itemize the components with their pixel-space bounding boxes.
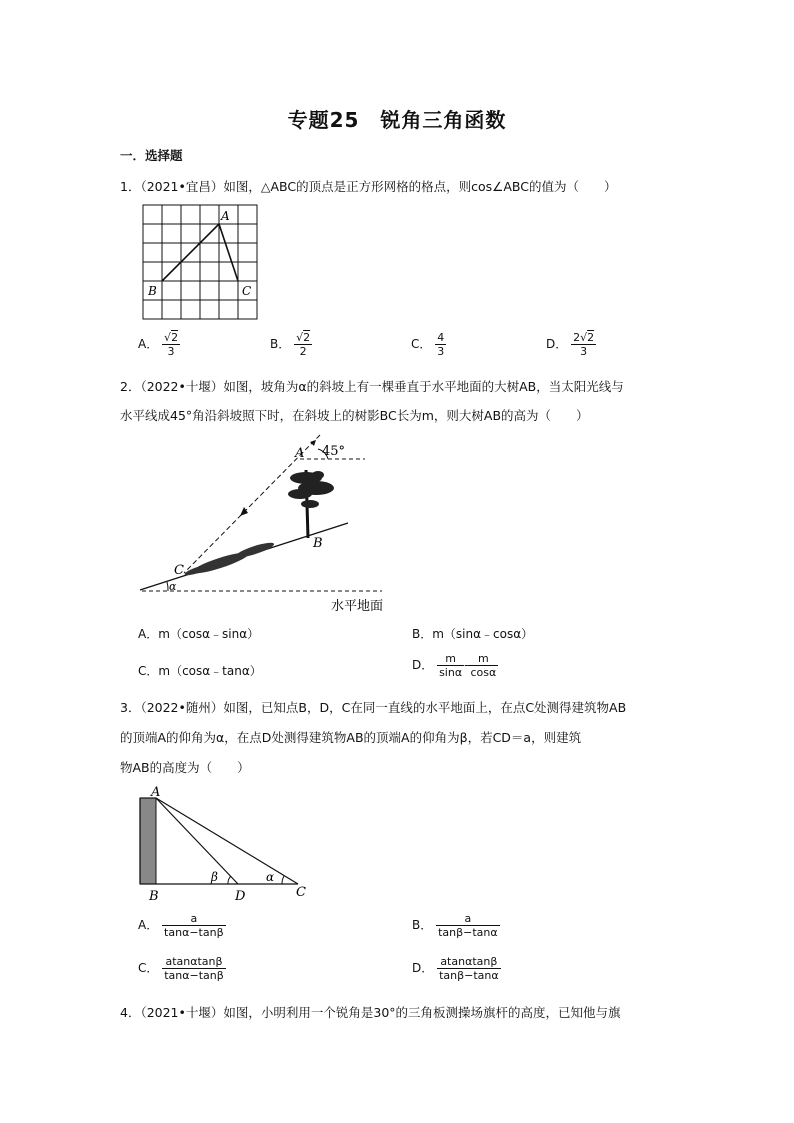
label-a: A <box>295 446 305 461</box>
label-c: C <box>296 885 306 900</box>
building <box>140 798 156 884</box>
q1-option-d[interactable]: D． $\frac{2√2}{3}$ <box>546 331 595 358</box>
question-3-building-figure <box>135 785 315 905</box>
question-source: （2021•宜昌） <box>140 179 224 194</box>
question-2-slope-figure <box>130 430 410 620</box>
q2-option-d[interactable]: D． $\frac{m}{\sin\alpha}$ - $\frac{m}{\cos\alpha}$ <box>412 652 497 679</box>
label-d: D <box>235 889 246 904</box>
question-3-stem-line1: 3．（2022•随州）如图，已知点B，D，C在同一直线的水平地面上，在点C处测得建筑物AB <box>120 700 627 715</box>
question-3-stem-line2: 的顶端A的仰角为α，在点D处测得建筑物AB的顶端A的仰角为β，若CD＝a，则建筑 <box>120 730 582 745</box>
q3-option-b[interactable]: B． $\frac{a}{\tan\beta-\tan\alpha}$ <box>412 912 498 939</box>
q2-option-b[interactable]: B．m（sinα﹣cosα） <box>412 627 534 641</box>
label-c: C <box>242 284 252 298</box>
tree-shadow <box>184 540 275 577</box>
q2-option-c[interactable]: C．m（cosα﹣tanα） <box>138 664 262 678</box>
question-1-stem <box>120 177 617 195</box>
question-number: 1． <box>120 179 141 194</box>
question-2-stem-line2: 水平线成45°角沿斜坡照下时，在斜坡上的树影BC长为m，则大树AB的高为（ ） <box>120 408 589 423</box>
label-a: A <box>221 209 230 223</box>
q2-option-a[interactable]: A．m（cosα﹣sinα） <box>138 627 260 641</box>
q1-option-c[interactable]: C． $\frac{4}{3}$ <box>411 331 445 358</box>
label-alpha: α <box>169 580 177 593</box>
section-heading: 一．选择题 <box>120 148 183 163</box>
q1-option-b[interactable]: B． $\frac{√2}{2}$ <box>270 331 311 358</box>
page-title: 专题25 锐角三角函数 <box>287 108 507 132</box>
question-1-grid-figure <box>140 202 262 324</box>
q3-option-c[interactable]: C． $\frac{atan\alpha\tan\beta}{\tan\alpha-\tan\beta}$ <box>138 955 224 982</box>
ground-label: 水平地面 <box>331 599 384 614</box>
tree-icon <box>288 471 334 508</box>
label-beta: β <box>211 870 218 884</box>
question-text: 如图，△ABC的顶点是正方形网格的格点，则cos∠ABC的值为（ ） <box>223 179 617 194</box>
label-a: A <box>151 785 161 800</box>
label-b: B <box>313 536 323 551</box>
question-3-stem-line3: 物AB的高度为（ ） <box>120 760 250 775</box>
q3-option-a[interactable]: A． $\frac{a}{\tan\alpha-\tan\beta}$ <box>138 912 224 939</box>
q3-option-d[interactable]: D． $\frac{atan\alpha\tan\beta}{\tan\beta-\tan\alpha}$ <box>412 955 499 982</box>
label-alpha: α <box>266 870 275 884</box>
label-b: B <box>149 889 159 904</box>
question-2-stem-line1: 2．（2022•十堰）如图，坡角为α的斜坡上有一棵垂直于水平地面的大树AB，当太阳光线与 <box>120 379 624 394</box>
question-4-stem: 4．（2021•十堰）如图，小明利用一个锐角是30°的三角板测操场旗杆的高度，已知他与旗 <box>120 1005 621 1020</box>
label-c: C <box>174 563 184 578</box>
label-b: B <box>148 284 157 298</box>
q1-option-a[interactable]: A． $\frac{√2}{3}$ <box>138 331 179 358</box>
angle-label: 45° <box>322 444 346 459</box>
